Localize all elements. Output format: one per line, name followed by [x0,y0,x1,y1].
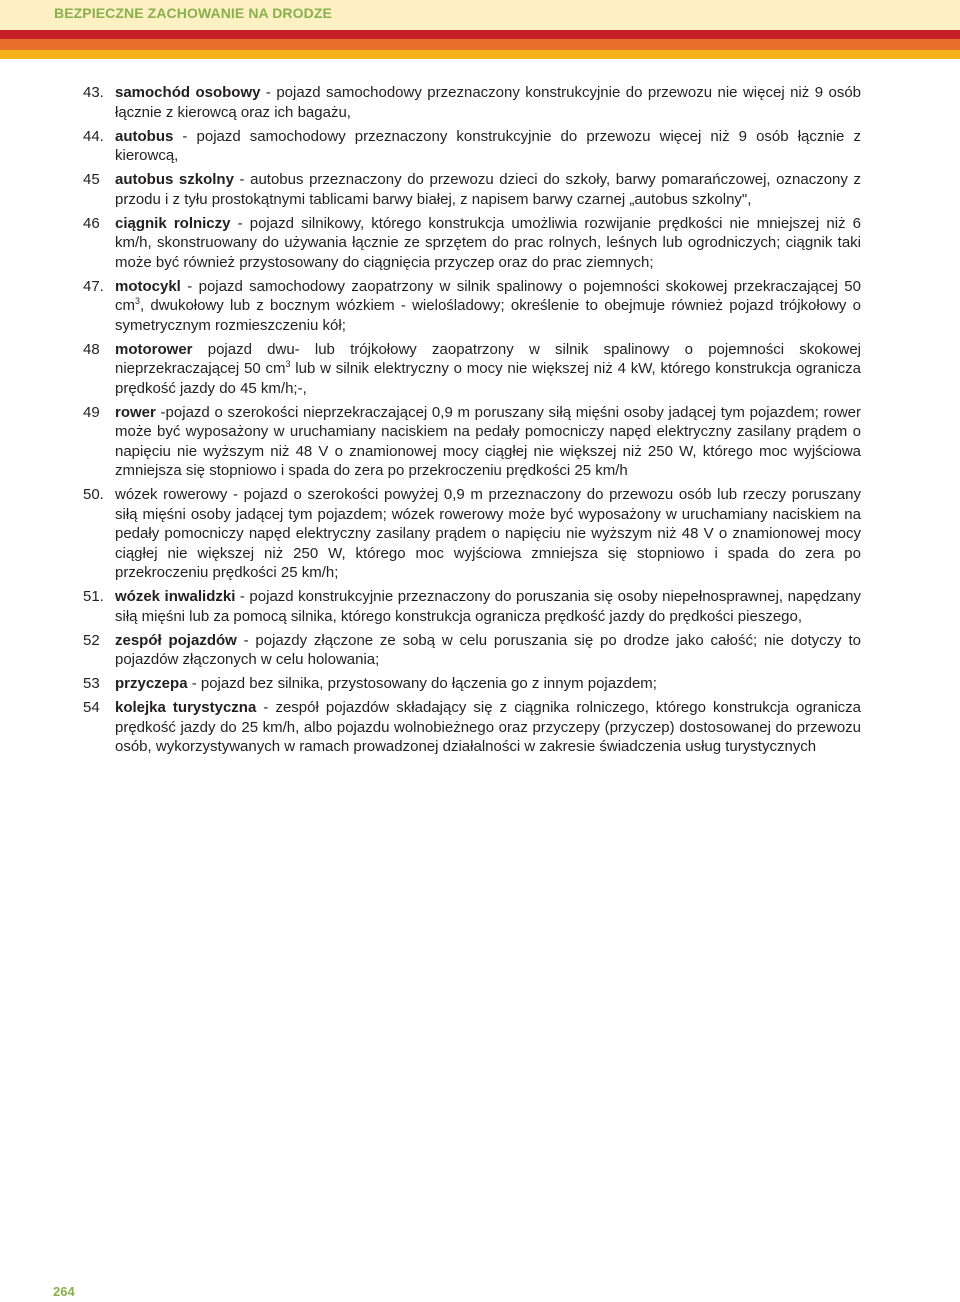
definition-item-46 [83,214,861,273]
item-text [115,170,861,209]
item-number: 47. [83,277,104,295]
definition-item-44 [83,127,861,166]
page-number: 264 [53,1284,75,1299]
item-term: kolejka turystyczna [115,699,257,716]
item-text [115,485,861,583]
header-stripe-yellow [0,50,960,59]
item-definition: - pojazd bez silnika, przystosowany do łączenia go z innym pojazdem; [187,675,657,692]
item-definition: wózek rowerowy - pojazd o szerokości powyżej 0,9 m przeznaczony do przewozu osób lub rzeczy poruszany siłą mięśni osoby jadącej tym pojazdem; wózek rowerowy może być wyposażony w uruchamiany naciskiem na pedały pomocniczy napęd elektryczny zasilany prądem o napięciu nie wyższym niż 48 V o znamionowej mocy ciągłej nie większej niż 250 W, którego moc wyjściowa zmniejsza się stopniowo i spada do zera po przekroczeniu prędkości 25 km/h; [115,486,861,581]
item-number: 45 [83,171,100,188]
item-text [115,214,861,273]
superscript: 3 [285,359,291,369]
item-number: 46 [83,214,100,232]
superscript: 3 [135,296,141,306]
item-text [115,340,861,399]
item-term: ciągnik rolniczy [115,214,231,232]
definition-item-54 [83,698,861,757]
item-definition: - zespół pojazdów składający się z ciągnika rolniczego, którego konstrukcja ogranicza prędkość jazdy do 25 km/h, albo pojazdu wolnobieżnego oraz przyczepy (przyczep) dostosowanej do przewozu osób, wykorzystywanych w ramach prowadzonej działalności w zakresie świadczenia usług turystycznych [115,699,862,755]
item-definition-cont: , dwukołowy lub z bocznym wózkiem - wielośladowy; określenie to obejmuje również pojazd trójkołowy o symetrycznym rozmieszczeniu kół; [115,297,861,334]
item-definition: - pojazd samochodowy przeznaczony konstrukcyjnie do przewozu nie więcej niż 9 osób łącznie z kierowcą oraz ich bagażu, [115,84,861,121]
item-number: 52 [83,631,100,649]
definition-item-53 [83,674,861,694]
item-text [115,83,861,122]
item-definition: - pojazdy złączone ze sobą w celu poruszania się po drodze jako całość; nie dotyczy to pojazdów złączonych w celu holowania; [115,631,861,668]
header-stripe-orange [0,39,960,50]
item-term: zespół pojazdów [115,631,237,649]
item-term: autobus szkolny [115,171,234,188]
item-definition-cont: lub w silnik elektryczny o mocy nie większej niż 4 kW, którego konstrukcja ogranicza prędkość jazdy do 45 km/h;-, [115,360,861,397]
item-term: autobus [115,127,174,145]
item-text [115,127,861,166]
item-text [115,674,861,694]
item-definition: pojazd dwu- lub trójkołowy zaopatrzony w silnik spalinowy o pojemności skokowej nieprzekraczającej 50 cm [115,340,861,377]
item-text [115,698,861,757]
definition-item-51 [83,587,861,626]
definitions-list [83,83,861,761]
item-text [115,403,861,481]
item-number: 54 [83,699,100,716]
item-term: przyczepa [115,675,188,692]
item-term: rower [115,403,156,421]
header-stripe-red [0,30,960,39]
page-header-title: BEZPIECZNE ZACHOWANIE NA DRODZE [54,5,332,21]
item-number: 49 [83,403,100,421]
definition-item-52 [83,631,861,670]
item-number: 50. [83,486,104,503]
header-band [0,0,960,30]
definition-item-45 [83,170,861,209]
item-number: 43. [83,84,104,101]
item-number: 53 [83,675,100,692]
item-text [115,277,861,336]
item-number: 48 [83,340,100,358]
definition-item-47 [83,277,861,336]
item-number: 51. [83,588,104,605]
item-text [115,631,861,670]
item-definition: - pojazd konstrukcyjnie przeznaczony do poruszania się osoby niepełnosprawnej, napędzany siłą mięśni lub za pomocą silnika, którego konstrukcja ogranicza prędkość jazdy do prędkości pieszego, [115,588,861,625]
item-term: samochód osobowy [115,84,261,101]
item-text [115,587,861,626]
item-definition: - autobus przeznaczony do przewozu dzieci do szkoły, barwy pomarańczowej, oznaczony z przodu i z tyłu prostokątnymi tablicami barwy białej, z napisem barwy czarnej „autobus szkolny", [115,171,861,208]
item-definition: - pojazd samochodowy przeznaczony konstrukcyjnie do przewozu więcej niż 9 osób łącznie z kierowcą, [115,127,861,164]
definition-item-49 [83,403,861,481]
item-term: motorower [115,340,193,358]
definition-item-50 [83,485,861,583]
item-definition: -pojazd o szerokości nieprzekraczającej 0,9 m poruszany siłą mięśni osoby jadącej tym pojazdem; rower może być wyposażony w uruchamiany naciskiem na pedały pomocniczy napęd elektryczny zasilany prądem o napięciu nie wyższym niż 48 V o znamionowej mocy ciągłej nie większej niż 250 W, którego moc wyjściowa zmniejsza się stopniowo i spada do zera po przekroczeniu prędkości 25 km/h [115,403,861,479]
item-term: wózek inwalidzki [115,588,236,605]
item-definition: - pojazd samochodowy zaopatrzony w silnik spalinowy o pojemności skokowej przekraczającej 50 cm [115,277,861,314]
definition-item-48 [83,340,861,399]
item-definition: - pojazd silnikowy, którego konstrukcja umożliwia rozwijanie prędkości nie mniejszej niż 6 km/h, skonstruowany do używania łącznie ze sprzętem do prac rolnych, leśnych lub ogrodniczych; ciągnik taki może być również przystosowany do ciągnięcia przyczep oraz do prac ziemnych; [115,214,861,271]
item-term: motocykl [115,277,181,295]
definition-item-43 [83,83,861,122]
item-number: 44. [83,127,104,145]
